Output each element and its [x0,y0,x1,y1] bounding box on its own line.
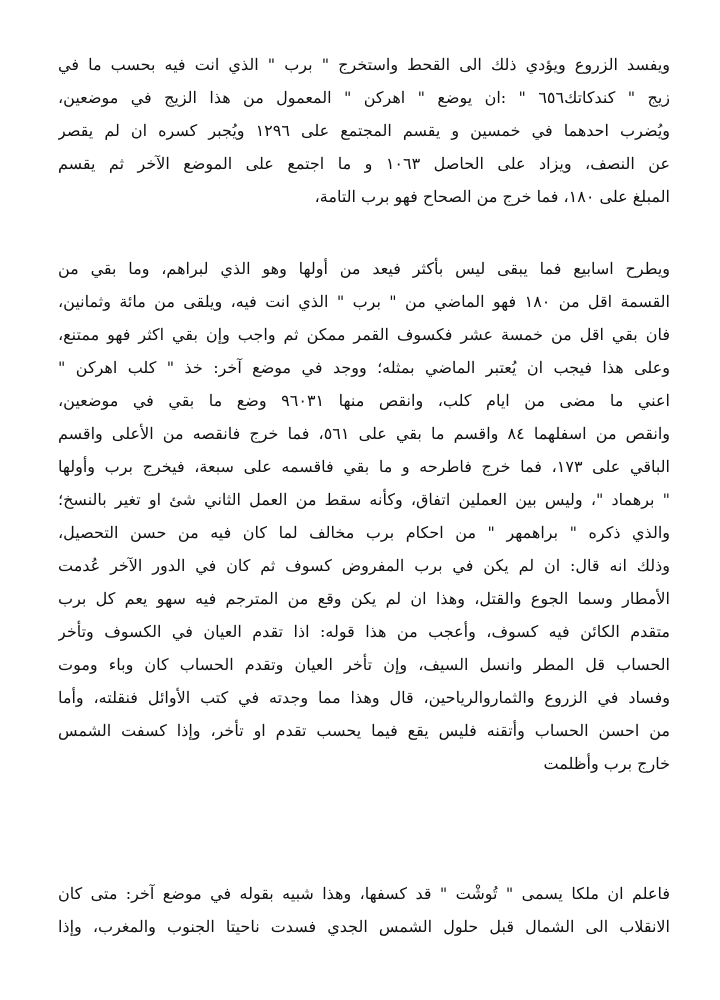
text-line: زيج " كندكاتك٦٥٦ " :ان يوضع " اهركن " المعمول من هذا الزيج في موضعين، [58,88,670,107]
text-line: ويفسد الزروع ويؤدي ذلك الى القحط واستخرج " برب " الذي انت فيه بحسب ما في [58,55,670,74]
text-line: ويطرح اسابيع فما يبقى ليس بأكثر فيعد من أولها وهو الذي لبراهم، وما بقي من [58,259,670,278]
text-line: الانقلاب الى الشمال قبل حلول الشمس الجدي فسدت ناحيتا الجنوب والمغرب، وإذا [58,917,670,936]
text-line: وعلى هذا فيجب ان يُعتبر الماضي بمثله؛ ووجد في موضع آخر: خذ " كلب اهركن " [58,358,670,377]
text-line: الباقي على ١٧٣، فما خرج فاطرحه و ما بقي فاقسمه على سبعة، فيخرج برب وأولها [58,457,670,476]
text-line: المبلغ على ١٨٠، فما خرج من الصحاح فهو برب التامة، [314,187,670,206]
paragraph-2 [58,252,670,780]
text-line: وانقص من اسفلهما ٨٤ واقسم ما بقي على ٥٦١، فما خرج فانقصه من الأعلى واقسم [58,424,670,443]
text-line: وفساد في الزروع والثماروالرياحين، قال وهذا مما وجدته في كتب الأوائل فنقلته، وأما [58,688,670,707]
text-line: والذي ذكره " براهمهر " من احكام برب مخالف لما كان فيه من حسن التحصيل، [58,523,670,542]
text-line: عن النصف، ويزاد على الحاصل ١٠٦٣ و ما اجتمع على الموضع الآخر ثم يقسم [58,154,670,173]
text-line: " برهماد "، وليس بين العملين اتفاق، وكأنه سقط من العمل الثاني شئ او تغير بالنسخ؛ [58,490,670,509]
text-line: فان بقي اقل من خمسة عشر فكسوف القمر ممكن ثم واجب وإن بقي اكثر فهو ممتنع، [58,325,670,344]
text-line: الحساب قل المطر وانسل السيف، وإن تأخر العيان وتقدم الحساب كان وباء وموت [58,655,670,674]
text-line: من احسن الحساب وأتقنه فليس يقع فيما يحسب تقدم او تأخر، وإذا كسفت الشمس [58,721,670,740]
text-line: القسمة اقل من ١٨٠ فهو الماضي من " برب " الذي انت فيه، ويلقى من مائة وثمانين، [58,292,670,311]
text-line: ويُضرب احدهما في خمسين و يقسم المجتمع على ١٢٩٦ ويُجبر كسره ان لم يقصر [58,121,670,140]
paragraph-1 [58,48,670,213]
text-line: فاعلم ان ملكا يسمى " تُوشْت " قد كسفها، وهذا شبيه بقوله في موضع آخر: متى كان [58,884,670,903]
text-line: اعني ما مضى من ايام كلب، وانقص منها ٩٦٠٣١ وضع ما بقي في موضعين، [58,391,670,410]
text-line: متقدم الكائن فيه كسوف، وأعجب من هذا قوله: اذا تقدم العيان في الكسوف وتأخر [58,622,670,641]
paragraph-3 [58,877,670,943]
text-line: الأمطار وسما الجوع والقتل، وهذا ان لم يكن وقع من المترجم فيه سهو يعم كل برب [58,589,670,608]
text-line: وذلك انه قال: ان لم يكن في برب المفروض كسوف ثم كان في الدور الآخر عُدمت [58,556,670,575]
text-line: خارج برب وأظلمت [543,754,670,773]
